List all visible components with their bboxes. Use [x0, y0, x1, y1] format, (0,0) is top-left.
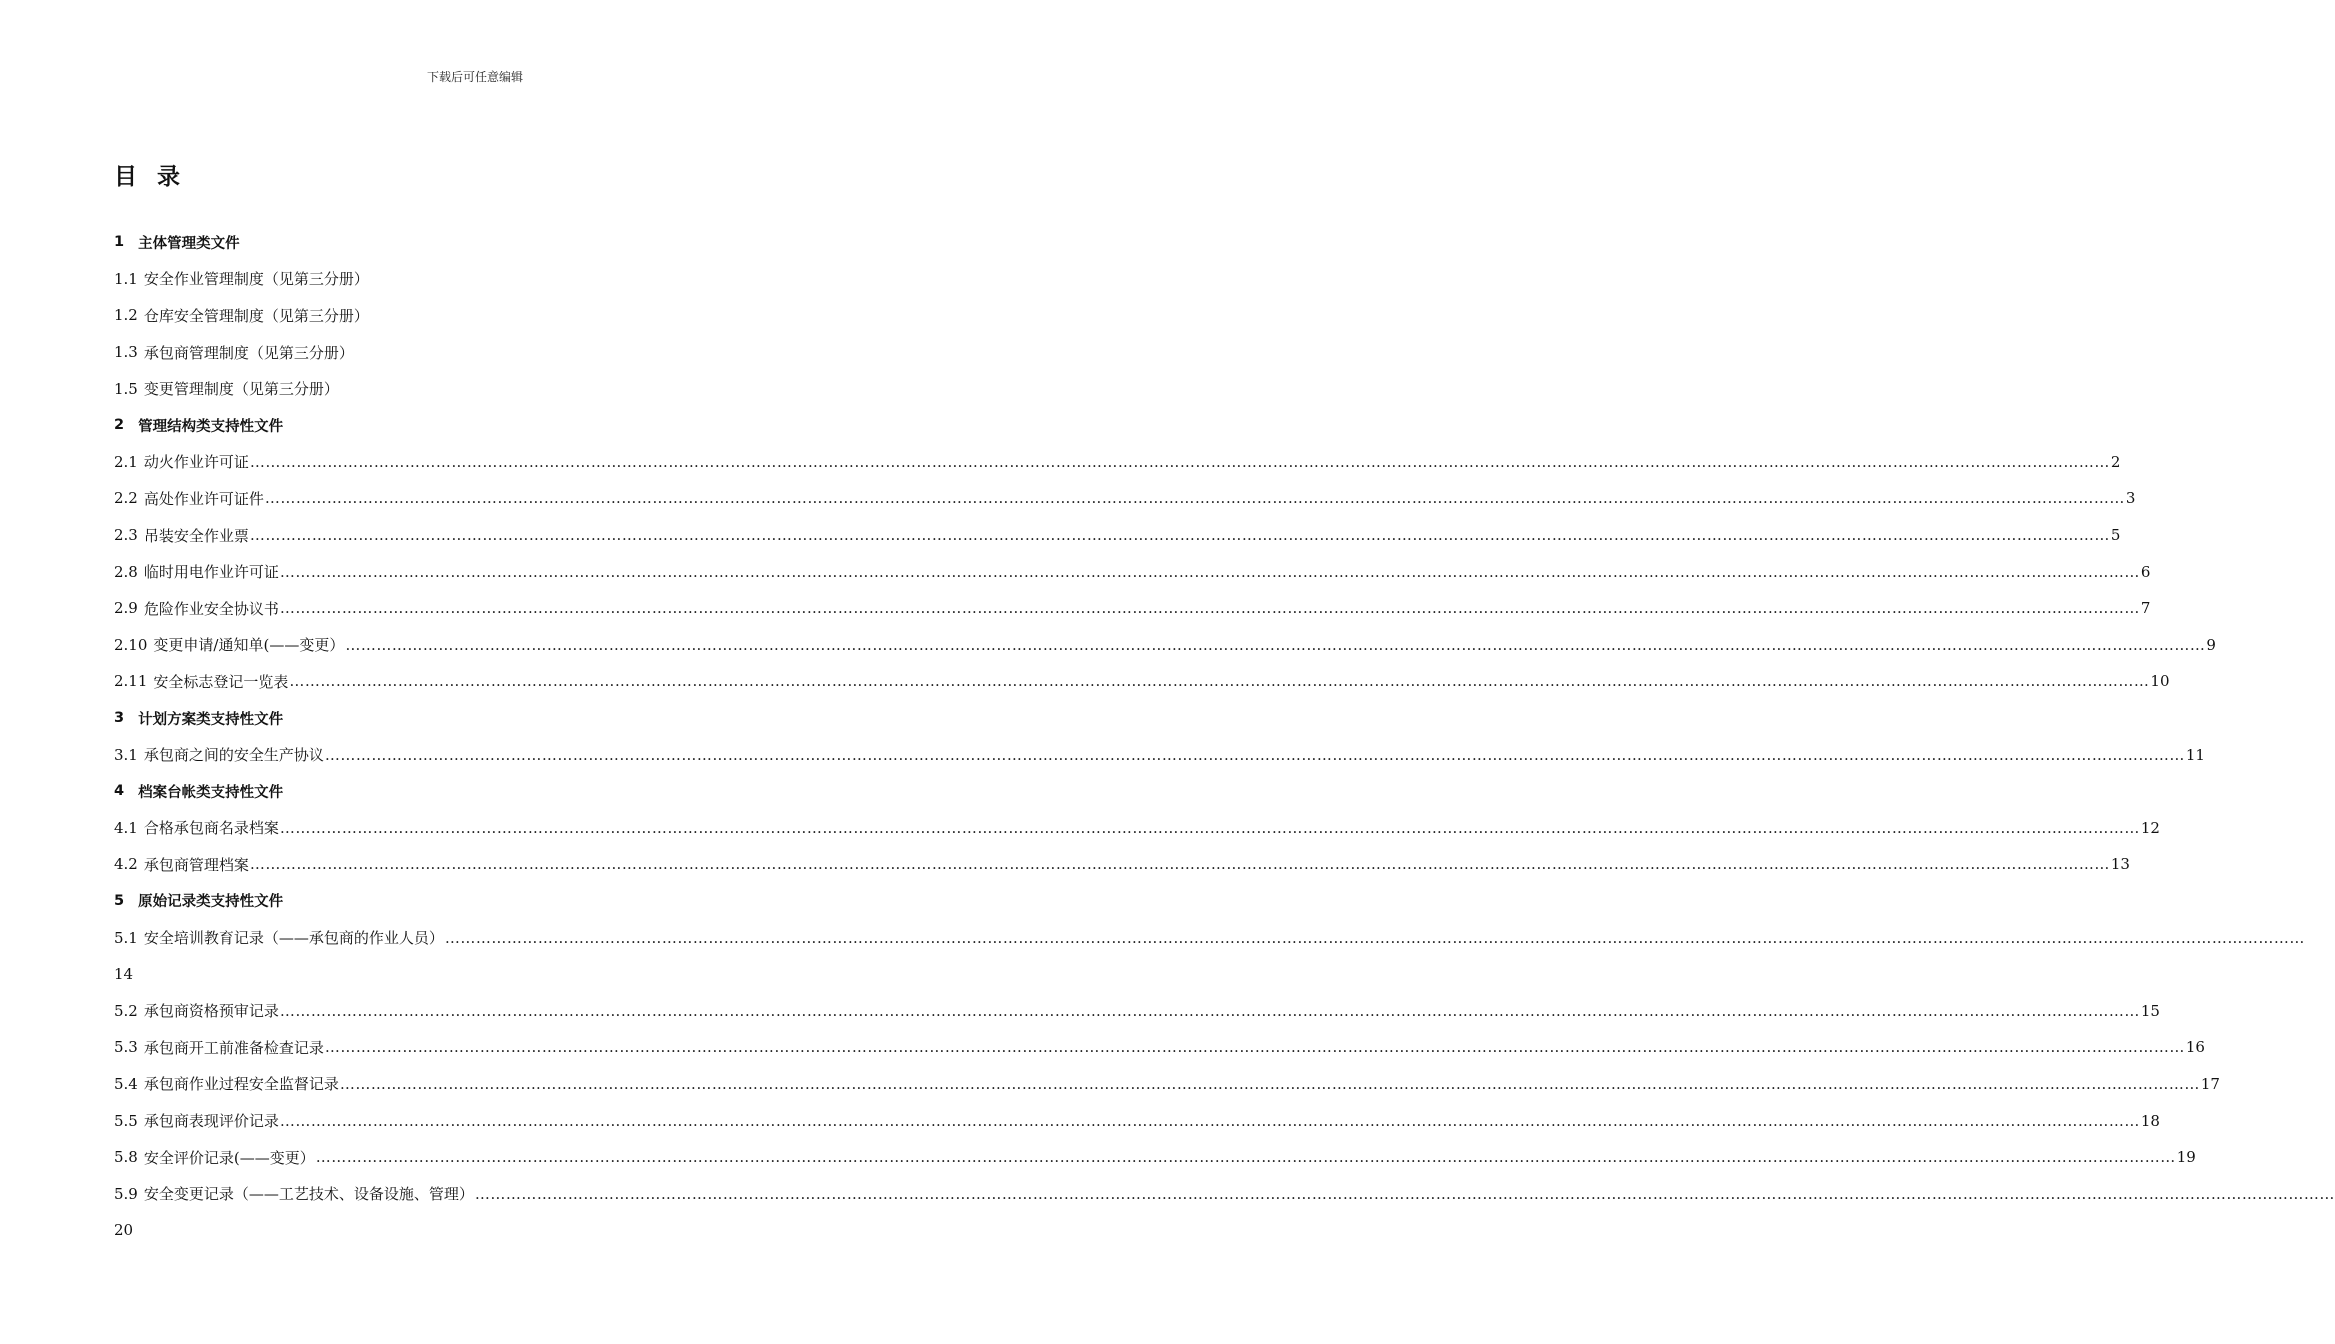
- toc-leader-dots: ………………………………………………………………………………………………………………………………………………………………………………………………………………………………………………………………………………………………………………………………: [249, 526, 2110, 545]
- toc-number: 5: [114, 892, 125, 909]
- toc-number: 1.2: [114, 306, 138, 325]
- toc-entry-row[interactable]: [114, 444, 2121, 481]
- toc-number: 5.5: [114, 1111, 138, 1130]
- toc-page-number: 19: [2176, 1148, 2196, 1167]
- toc-label: 承包商管理制度（见第三分册）: [143, 343, 354, 362]
- toc-number: 5.8: [114, 1148, 138, 1167]
- toc-number: 2.8: [114, 562, 138, 581]
- toc-label: 主体管理类文件: [138, 235, 240, 252]
- toc-page-number: 11: [2185, 745, 2205, 764]
- toc-number: 5.1: [114, 928, 138, 947]
- toc-entry-row[interactable]: [114, 992, 2160, 1029]
- toc-label: 安全评价记录(——变更）: [143, 1148, 315, 1167]
- toc-number: 2.11: [114, 672, 148, 691]
- toc-number: 4.1: [114, 818, 138, 837]
- toc-label: 临时用电作业许可证: [143, 563, 279, 582]
- toc-label: 管理结构类支持性文件: [138, 418, 284, 435]
- toc-entry-row[interactable]: [114, 919, 2305, 956]
- toc-page-number: 5: [2110, 526, 2121, 545]
- toc-entry-row[interactable]: [114, 736, 2205, 773]
- toc-label: 高处作业许可证件: [143, 489, 264, 508]
- toc-section-row[interactable]: [114, 224, 860, 261]
- toc-number: 1: [114, 234, 125, 251]
- toc-entry-row[interactable]: [114, 553, 2151, 590]
- toc-number: 2.2: [114, 489, 138, 508]
- toc-leader-dots: ………………………………………………………………………………………………………………………………………………………………………………………………………………………………………………………………………………………………………………………………: [324, 745, 2185, 764]
- toc-page-number: 17: [2200, 1074, 2220, 1093]
- toc-section-row[interactable]: [114, 407, 860, 444]
- toc-leader-dots: ………………………………………………………………………………………………………………………………………………………………………………………………………………………………………………………………………………………………………………………………: [315, 1148, 2176, 1167]
- toc-leader-dots: ………………………………………………………………………………………………………………………………………………………………………………………………………………………………………………………………………………………………………………………………: [249, 855, 2110, 874]
- toc-leader-dots: ………………………………………………………………………………………………………………………………………………………………………………………………………………………………………………………………………………………………………………………………: [279, 599, 2140, 618]
- toc-entry-row[interactable]: [114, 370, 860, 407]
- toc-leader-dots: ………………………………………………………………………………………………………………………………………………………………………………………………………………………………………………………………………………………………………………………………: [264, 489, 2125, 508]
- toc-page-number: 7: [2140, 599, 2151, 618]
- toc-number: 3: [114, 710, 125, 727]
- toc-entry-row[interactable]: [114, 956, 860, 993]
- toc-label: 动火作业许可证: [143, 453, 249, 472]
- toc-entry-row[interactable]: [114, 627, 2216, 664]
- toc-page-number: 12: [2140, 818, 2160, 837]
- toc-label: 承包商作业过程安全监督记录: [143, 1075, 339, 1094]
- toc-page-number: 14: [114, 965, 134, 984]
- toc-page-number: 10: [2150, 672, 2170, 691]
- toc-section-row[interactable]: [114, 773, 860, 810]
- toc-number: 2.9: [114, 599, 138, 618]
- toc-number: 5.9: [114, 1184, 138, 1203]
- toc-page-number: 18: [2140, 1111, 2160, 1130]
- toc-section-row[interactable]: [114, 700, 860, 737]
- toc-page-number: 9: [2206, 635, 2216, 654]
- toc-entry-row[interactable]: [114, 1139, 2196, 1176]
- toc-label: 安全变更记录（——工艺技术、设备设施、管理）: [143, 1185, 474, 1204]
- toc-number: 2.10: [114, 635, 148, 654]
- toc-label: 承包商表现评价记录: [143, 1112, 279, 1131]
- toc-leader-dots: ………………………………………………………………………………………………………………………………………………………………………………………………………………………………………………………………………………………………………………………………: [279, 562, 2140, 581]
- toc-entry-row[interactable]: [114, 590, 2151, 627]
- toc-number: 2: [114, 417, 125, 434]
- toc-number: 5.2: [114, 1001, 138, 1020]
- toc-number: 1.3: [114, 343, 138, 362]
- toc-leader-dots: ………………………………………………………………………………………………………………………………………………………………………………………………………………………………………………………………………………………………………………………………: [345, 635, 2206, 654]
- toc-label: 合格承包商名录档案: [143, 819, 279, 838]
- toc-label: 承包商资格预审记录: [143, 1002, 279, 1021]
- toc-label: 计划方案类支持性文件: [138, 711, 284, 728]
- toc-page-number: 2: [2110, 452, 2121, 471]
- toc-number: 1.1: [114, 269, 138, 288]
- toc-entry-row[interactable]: [114, 297, 860, 334]
- toc-entry-row[interactable]: [114, 1066, 2220, 1103]
- toc-page-number: 16: [2185, 1038, 2205, 1057]
- page-header: 下载后可任意编辑: [426, 70, 523, 84]
- toc-label: 档案台帐类支持性文件: [138, 784, 284, 801]
- toc-entry-row[interactable]: [114, 480, 2136, 517]
- toc-leader-dots: ………………………………………………………………………………………………………………………………………………………………………………………………………………………………………………………………………………………………………………………………: [444, 928, 2305, 947]
- toc-number: 5.4: [114, 1074, 138, 1093]
- toc-number: 5.3: [114, 1038, 138, 1057]
- toc-label: 仓库安全管理制度（见第三分册）: [143, 306, 369, 325]
- toc-page-number: 6: [2140, 562, 2151, 581]
- toc-entry-row[interactable]: [114, 846, 2130, 883]
- toc-entry-row[interactable]: [114, 334, 860, 371]
- toc-label: 安全标志登记一览表: [153, 672, 289, 691]
- toc-entry-row[interactable]: [114, 1029, 2205, 1066]
- toc-label: 承包商之间的安全生产协议: [143, 746, 324, 765]
- toc-leader-dots: ………………………………………………………………………………………………………………………………………………………………………………………………………………………………………………………………………………………………………………………………: [339, 1074, 2200, 1093]
- toc-entry-row[interactable]: [114, 517, 2121, 554]
- toc-page-number: 3: [2125, 489, 2136, 508]
- toc-label: 安全作业管理制度（见第三分册）: [143, 270, 369, 289]
- toc-label: 原始记录类支持性文件: [138, 894, 284, 911]
- toc-entry-row[interactable]: [114, 810, 2160, 847]
- toc-number: 4.2: [114, 855, 138, 874]
- toc-leader-dots: ………………………………………………………………………………………………………………………………………………………………………………………………………………………………………………………………………………………………………………………………: [324, 1038, 2185, 1057]
- toc-label: 安全培训教育记录（——承包商的作业人员）: [143, 929, 444, 948]
- toc-number: 4: [114, 783, 125, 800]
- toc-entry-row[interactable]: [114, 1175, 2335, 1212]
- toc-page-number: 20: [114, 1221, 134, 1240]
- toc-label: 危险作业安全协议书: [143, 599, 279, 618]
- toc-page-number: 15: [2140, 1001, 2160, 1020]
- table-of-contents: [114, 224, 2335, 1249]
- toc-leader-dots: ………………………………………………………………………………………………………………………………………………………………………………………………………………………………………………………………………………………………………………………………: [279, 1111, 2140, 1130]
- toc-leader-dots: ………………………………………………………………………………………………………………………………………………………………………………………………………………………………………………………………………………………………………………………………: [279, 818, 2140, 837]
- toc-number: 1.5: [114, 379, 138, 398]
- toc-entry-row[interactable]: [114, 1212, 860, 1249]
- toc-page-number: 13: [2110, 855, 2130, 874]
- toc-leader-dots: ………………………………………………………………………………………………………………………………………………………………………………………………………………………………………………………………………………………………………………………………: [289, 672, 2150, 691]
- toc-label: 吊装安全作业票: [143, 526, 249, 545]
- toc-leader-dots: ………………………………………………………………………………………………………………………………………………………………………………………………………………………………………………………………………………………………………………………………: [474, 1184, 2335, 1203]
- toc-number: 2.3: [114, 526, 138, 545]
- toc-label: 变更管理制度（见第三分册）: [143, 380, 339, 399]
- toc-entry-row[interactable]: [114, 1102, 2160, 1139]
- toc-label: 变更申请/通知单(——变更）: [153, 636, 345, 655]
- toc-section-row[interactable]: [114, 883, 860, 920]
- toc-entry-row[interactable]: [114, 261, 860, 298]
- toc-entry-row[interactable]: [114, 663, 2170, 700]
- toc-label: 承包商管理档案: [143, 855, 249, 874]
- toc-leader-dots: ………………………………………………………………………………………………………………………………………………………………………………………………………………………………………………………………………………………………………………………………: [279, 1001, 2140, 1020]
- toc-number: 2.1: [114, 452, 138, 471]
- toc-label: 承包商开工前准备检查记录: [143, 1038, 324, 1057]
- toc-number: 3.1: [114, 745, 138, 764]
- toc-leader-dots: ………………………………………………………………………………………………………………………………………………………………………………………………………………………………………………………………………………………………………………………………: [249, 452, 2110, 471]
- page-title: 目录: [114, 164, 200, 190]
